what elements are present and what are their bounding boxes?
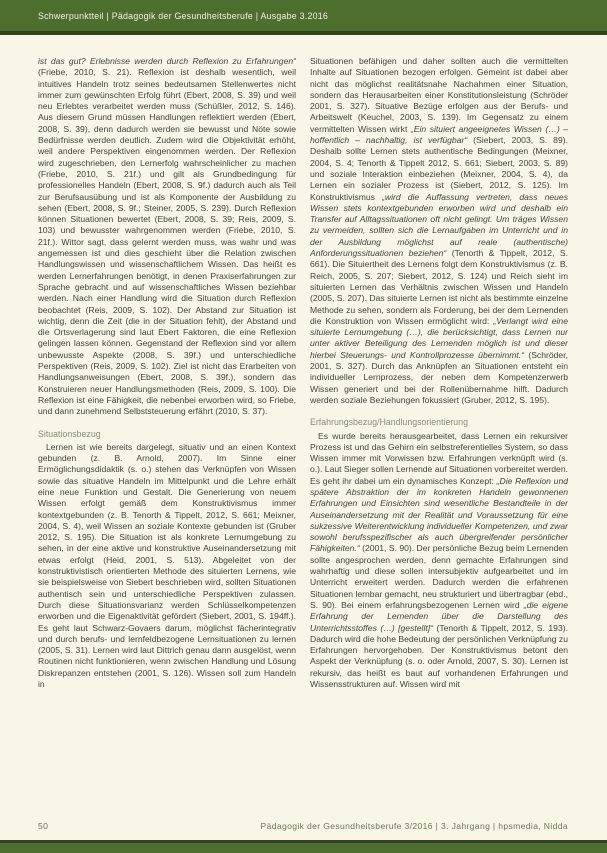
quote-fragment: „Verlangt wird eine situierte Lernumgebung (…), die berücksichtigt, dass Lernen nur unter aktiver Beteiligung des Lernenden möglich ist und dieser hierbei Steuerungs- und Kontrollprozesse übernimmt.“ [310, 315, 568, 360]
body-text: (Tenorth & Tippelt, 2012, S. 661). Die Situiertheit des Lernens folgt dem Konstruktivismus (z. B. Reich, 2005, S. 207; Siebert, 2012, S. 124) und Reich sieht im situierten Lernen das Verhältnis zwischen Wissen und Handeln (2005, S. 207). Das situierte Lernen ist nicht als bestimmte einzelne Methode zu sehen, sondern als Forderung, bei der dem Lernenden die Konstruktion von Wissen ermöglicht wird: [310, 248, 568, 326]
left-column [38, 56, 296, 789]
body-text: (Friebe, 2010, S. 21). Reflexion ist deshalb wesentlich, weil intuitives Handeln trotz seines bedeutsamen Stellenwertes nicht immer zum gewünschten Erfolg führt (Ebert, 2008, S. 39) und weil neu Erlebtes verarbeitet werden muss (Schüßler, 2012, S. 146). Aus diesem Grund müssen Handlungen reflektiert werden (Ebert, 2008, S. 39), denn dadurch werden sie bewusst und Nöte sowie Bedürfnisse werden deutlich. Zudem wird die Objektivität erhöht, weil andere Perspektiven eingenommen werden. Der Reflexion wird zugeschrieben, den Lernerfolg wahrscheinlicher zu machen (Friebe, 2010, S. 21f.) und gilt als Grundbedingung für professionelles Handeln (Ebert, 2008, S. 9f.) dadurch auch als Teil zur Berufsausübung und ist als Komponente der Ausbildung zu sehen (Ebert, 2008, S. 9f.; Steiner, 2005, S. 239). Durch Reflexion können Situationen bewertet (Ebert, 2008, S. 39; Reis, 2009, S. 103) und bewusster wahrgenommen werden (Friebe, 2010, S. 21f.). Wittor sagt, dass gelernt werden muss, was wahr und was angemessen ist und dies geschieht über die Relation zwischen Handlungswissen und wissenschaftlichem Wissen. Das heißt es werden Lernerfahrungen benötigt, in denen Praxiserfahrungen zur Sprache gebracht und auf wissenschaftliches Wissen beziehbar werden. Nach einer Handlung wird die Situation durch Reflexion beobachtet (Reis, 2009, S. 102). Der Abstand zur Situation ist wichtig, denn die Zeit (die in der Situation fehlt), der Abstand und die Ortsverlagerung sind laut Ebert Faktoren, die eine Reflexion gelingen lassen können. Gegenstand der Reflexion sind vor allem unbewusste Aspekte (2008, S. 39f.) und unterschiedliche Perspektiven (Reis, 2009, S. 102). Ziel ist nicht das Erarbeiten von Handlungsanweisungen (Ebert, 2008, S. 39f.), sondern das Konstruieren neuer Handlungsmethoden (Reis, 2009, S. 100). Die Reflexion ist eine Fähigkeit, die nebenbei erworben wird, so Friebe, und dann zunehmend Selbststeuerung erfährt (2010, S. 37). [38, 67, 296, 417]
page-number: 50 [38, 821, 49, 831]
body-text: (2001, S. 90). Der persönliche Bezug beim Lernenden sollte angesprochen werden, denn gemachte Erfahrungen sind wahrhaftig und diese sollen intersubjektiv aufgearbeitet und im Unterricht erweitert werden. Dadurch werden die erfahrenen Situationen lernbar gemacht, neu strukturiert und übertragbar (ebd., S. 90). Bei einem erfahrungsbezogenen Lernen wird [310, 543, 568, 610]
section-heading-situationsbezug: Situationsbezug [38, 428, 101, 439]
right-column [310, 56, 568, 789]
quote-fragment: „die eigene Erfahrung der Lernenden über die Darstellung des Unterrichtsstoffes (…) [gestellt]“ [310, 599, 568, 633]
quote-fragment: ist das gut? Erlebnisse werden durch Reflexion zu Erfahrungen“ [38, 56, 296, 66]
running-head: Schwerpunktteil | Pädagogik der Gesundheitsberufe | Ausgabe 3.2016 [38, 10, 329, 21]
body-text: (Tenorth & Tippelt, 2012, S. 193). Dadurch wird die hohe Bedeutung der persönlichen Verknüpfung zu Erfahrungen hervorgehoben. Der Konstruktivismus betont den Aspekt der Verknüpfung (s. o. oder Arnold, 2007, S. 30). Lernen ist rekursiv, das heißt es baut auf vorhandenen Erfahrungen und Wissensstrukturen auf. Wissen wird mit [310, 622, 568, 690]
bottom-bar [0, 840, 607, 853]
body-text: (Siebert, 2003, S. 89). Deshalb sollte Lernen stets authentische Bedingungen (Meixner, 2004, S. 4; Tenorth & Tippelt 2012, S. 661; Siebert, 2003, S. 89) und soziale Interaktion einbeziehen (Meixner, 2004, S. 4), da Lernen ein sozialer Prozess ist (Siebert, 2012, S. 125). Im Konstruktivismus [310, 135, 568, 202]
journal-info: Pädagogik der Gesundheitsberufe 3/2016 | 3. Jahrgang | hpsmedia, Nidda [260, 821, 568, 831]
paragraph-situationsbezug [38, 442, 296, 691]
body-text: Situationen befähigen und daher sollten auch die vermittelten Inhalte auf Situationen bezogen erfolgen. Gemeint ist dabei aber nicht das möglichst realitätsnahe Nachahmen einer Situation, sondern das Herausarbeiten einer Konstitutionsleistung (Schröder 2001, S. 327). Situative Bezüge erfolgen aus der Berufs- und Arbeitswelt (Keuchel, 2003, S. 139). Im Gegensatz zu einem vermittelten Wissen wirkt [310, 56, 568, 134]
page-content [38, 56, 568, 789]
body-text: Es wurde bereits herausgearbeitet, dass Lernen ein rekursiver Prozess ist und das Gehirn ein selbstreferentielles System, so dass Wissen immer mit Vorwissen bzw. Erfahrungen verknüpft wird (s. o.). Laut Sieger sollen Lernende auf Situationen vorbereitet werden. Es geht ihr dabei um ein dynamisches Konzept: [310, 430, 568, 486]
body-text: (Schröder, 2001, S. 327). Durch das Anknüpfen an Situationen entsteht ein individueller Lernprozess, der neben dem Kompetenzerwerb Wissen generiert und bei der Rollenübernahme hilft. Dadurch werden soziale Beziehungen fokussiert (Gruber, 2012, S. 195). [310, 349, 568, 405]
quote-fragment: „wird die Auffassung vertreten, dass neues Wissen stets kontextgebunden erworben wird und deshalb ein Transfer auf Alltagssituationen oft nicht gelingt. Um träges Wissen zu vermeiden, sollten sich die Lernaufgaben im Unterricht und in der Ausbildung möglichst auf reale (authentische) Anforderungssituationen beziehen“ [310, 191, 568, 259]
quote-fragment: „Ein situiert angeeignetes Wissen (…) – hoffentlich – nachhaltig, ist verfügbar“ [310, 123, 568, 146]
body-text: Lernen ist wie bereits dargelegt, situativ und an einen Kontext gebunden (z. B. Arnold, 2007). Im Sinne einer Ermöglichungsdidaktik (s. o.) stehen das Verknüpfen von Wissen sowie das situative Handeln im Mittelpunkt und die Lehre erhält eine neue Funktion und Gestalt. Die Generierung von neuem Wissen erfolgt gemäß dem Konstruktivismus immer kontextgebunden (z. B. Tenorth & Tippelt, 2012, S. 661; Meixner, 2004, S. 4), weil Wissen an soziale Kontexte gebunden ist (Gruber 2012, S. 195). Die Situation ist als konkrete Lernumgebung zu sehen, in der eine aktive und konstruktive Auseinandersetzung mit etwas erfolgt (Heid, 2001, S. 513). Abgeleitet von der konstruktivistisch orientierten Methode des situierten Lernens, wie sie beispielsweise von Siebert beschrieben wird, sollten Situationen authentisch sein und unterschiedliche Perspektiven zulassen. Durch diese Situationsvarianz werden Schlüsselkompetenzen erworben und die Eigenaktivität gefördert (Siebert, 2001, S. 194ff.). Es geht laut Schwarz-Govaers darum, möglichst fächerintegrativ und durch berufs- und lernfeldbezogene Lernsituationen zu lernen (2005, S. 31). Lernen wird laut Dittrich genau dann ausgelöst, wenn Routinen nicht funktionieren, wenn zwischen Handlung und Lösung Diskrepanzen entstehen (2001, S. 126). Wissen soll zum Handeln in [38, 441, 296, 690]
paragraph-reflexion [38, 56, 296, 418]
paragraph-erfahrungsbezug [310, 431, 568, 691]
quote-fragment: „Die Reflexion und spätere Abstraktion der im konkreten Handeln gewonnenen Erfahrungen und Einsichten sind wesentliche Bestandteile in der Auseinandersetzung mit der Realität und Voraussetzung für eine sukzessive Weiterentwicklung individueller Kompetenzen, und zwar sowohl berufsspezifischer als auch übergreifender persönlicher Fähigkeiten.“ [310, 475, 568, 554]
header-bar [0, 0, 607, 35]
section-heading-erfahrungsbezug: Erfahrungsbezug/Handlungsorientierung [310, 417, 468, 428]
page-footer [38, 821, 568, 831]
paragraph-situationsbezug-continuation [310, 56, 568, 406]
